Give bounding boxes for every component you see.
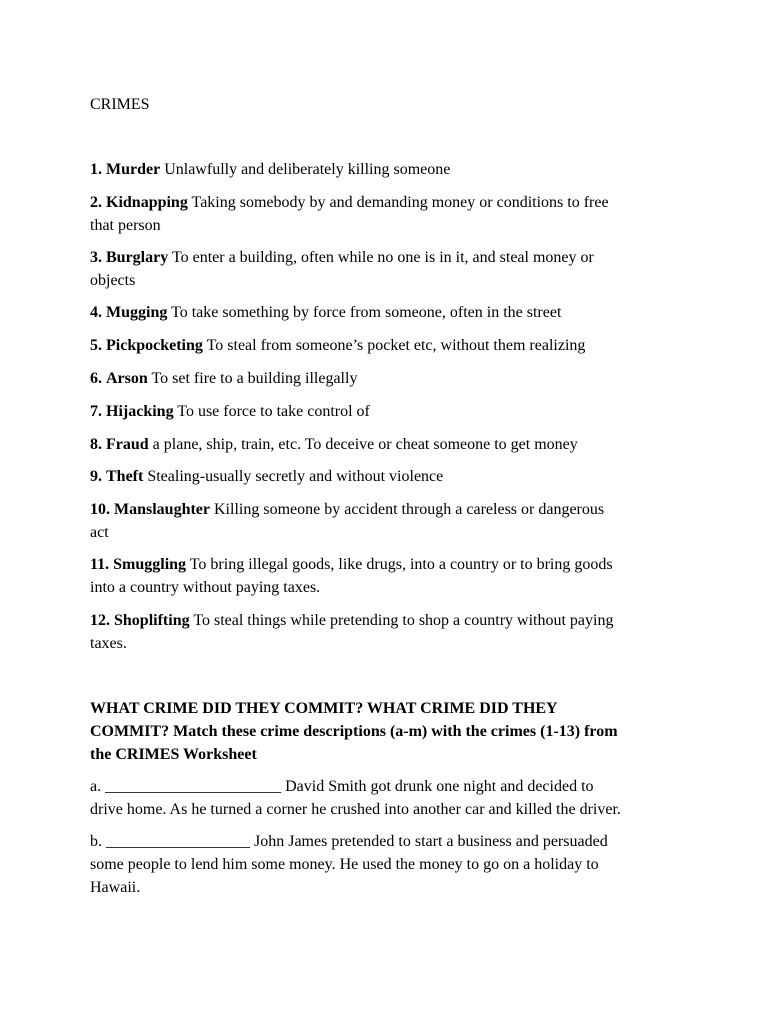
crime-definition-continued: taxes.	[90, 635, 127, 652]
crime-definition-continued: act	[90, 524, 109, 541]
answer-blank-b: b. __________________	[90, 833, 250, 850]
crime-item-theft	[90, 465, 443, 488]
crime-term: Arson	[106, 370, 148, 387]
exercise-text: David Smith got drunk one night and decided to	[285, 778, 594, 795]
exercise-text-continued: drive home. As he turned a corner he crushed into another car and killed the driver.	[90, 801, 621, 818]
crime-number: 11.	[90, 556, 110, 573]
exercise-text-continued: some people to lend him some money. He used the money to go on a holiday to	[90, 856, 599, 873]
crime-number: 4.	[90, 304, 102, 321]
crime-term: Smuggling	[113, 556, 187, 573]
crime-number: 12.	[90, 612, 110, 629]
crime-number: 7.	[90, 403, 102, 420]
crime-definition: Stealing-usually secretly and without violence	[147, 468, 444, 485]
crime-number: 9.	[90, 468, 102, 485]
crime-term: Shoplifting	[114, 612, 190, 629]
crime-item-kidnapping	[90, 191, 609, 214]
crime-item-mugging	[90, 301, 561, 324]
crime-item-fraud	[90, 433, 578, 456]
crime-item-shoplifting	[90, 609, 613, 632]
crime-item-pickpocketing	[90, 334, 585, 357]
exercise-text: John James pretended to start a business and persuaded	[254, 833, 608, 850]
crime-definition: To use force to take control of	[177, 403, 370, 420]
crime-number: 3.	[90, 249, 102, 266]
question-heading-line: COMMIT? Match these crime descriptions (a-m) with the crimes (1-13) from	[90, 723, 618, 740]
answer-blank-a: a. ______________________	[90, 778, 282, 795]
crime-number: 10.	[90, 501, 110, 518]
crime-term: Manslaughter	[114, 501, 210, 518]
crime-term: Murder	[106, 161, 161, 178]
crime-definition: To steal things while pretending to shop a country without paying	[193, 612, 614, 629]
question-heading-line: WHAT CRIME DID THEY COMMIT? WHAT CRIME DID THEY	[90, 700, 558, 717]
crime-number: 5.	[90, 337, 102, 354]
crime-term: Pickpocketing	[106, 337, 203, 354]
crime-term: Burglary	[106, 249, 169, 266]
crime-number: 1.	[90, 161, 102, 178]
crime-definition: To enter a building, often while no one is in it, and steal money or	[171, 249, 594, 266]
crime-term: Theft	[106, 468, 144, 485]
crime-definition: To bring illegal goods, like drugs, into a country or to bring goods	[189, 556, 613, 573]
crime-term: Hijacking	[106, 403, 174, 420]
crime-item-murder	[90, 158, 450, 181]
question-heading-line: the CRIMES Worksheet	[90, 746, 257, 763]
crime-definition: To set fire to a building illegally	[151, 370, 358, 387]
crime-number: 6.	[90, 370, 102, 387]
crime-definition-continued: that person	[90, 217, 161, 234]
crime-item-arson	[90, 367, 357, 390]
crime-definition: Unlawfully and deliberately killing someone	[164, 161, 451, 178]
crime-item-manslaughter	[90, 498, 604, 521]
page-title: CRIMES	[90, 96, 150, 113]
exercise-text-continued: Hawaii.	[90, 879, 141, 896]
crime-definition: Killing someone by accident through a careless or dangerous	[214, 501, 605, 518]
crime-number: 2.	[90, 194, 102, 211]
crime-definition-continued: objects	[90, 272, 136, 289]
exercise-item-a	[90, 775, 594, 798]
exercise-item-b	[90, 830, 608, 853]
crime-term: Kidnapping	[106, 194, 188, 211]
crime-definition: Taking somebody by and demanding money or conditions to free	[191, 194, 609, 211]
crime-definition: a plane, ship, train, etc. To deceive or cheat someone to get money	[152, 436, 578, 453]
crime-item-burglary	[90, 246, 594, 269]
crime-number: 8.	[90, 436, 102, 453]
crime-item-hijacking	[90, 400, 370, 423]
crime-term: Fraud	[106, 436, 149, 453]
crime-definition: To steal from someone’s pocket etc, without them realizing	[206, 337, 586, 354]
crime-definition: To take something by force from someone, often in the street	[171, 304, 562, 321]
crime-definition-continued: into a country without paying taxes.	[90, 579, 321, 596]
crime-item-smuggling	[90, 553, 613, 576]
crime-term: Mugging	[106, 304, 168, 321]
